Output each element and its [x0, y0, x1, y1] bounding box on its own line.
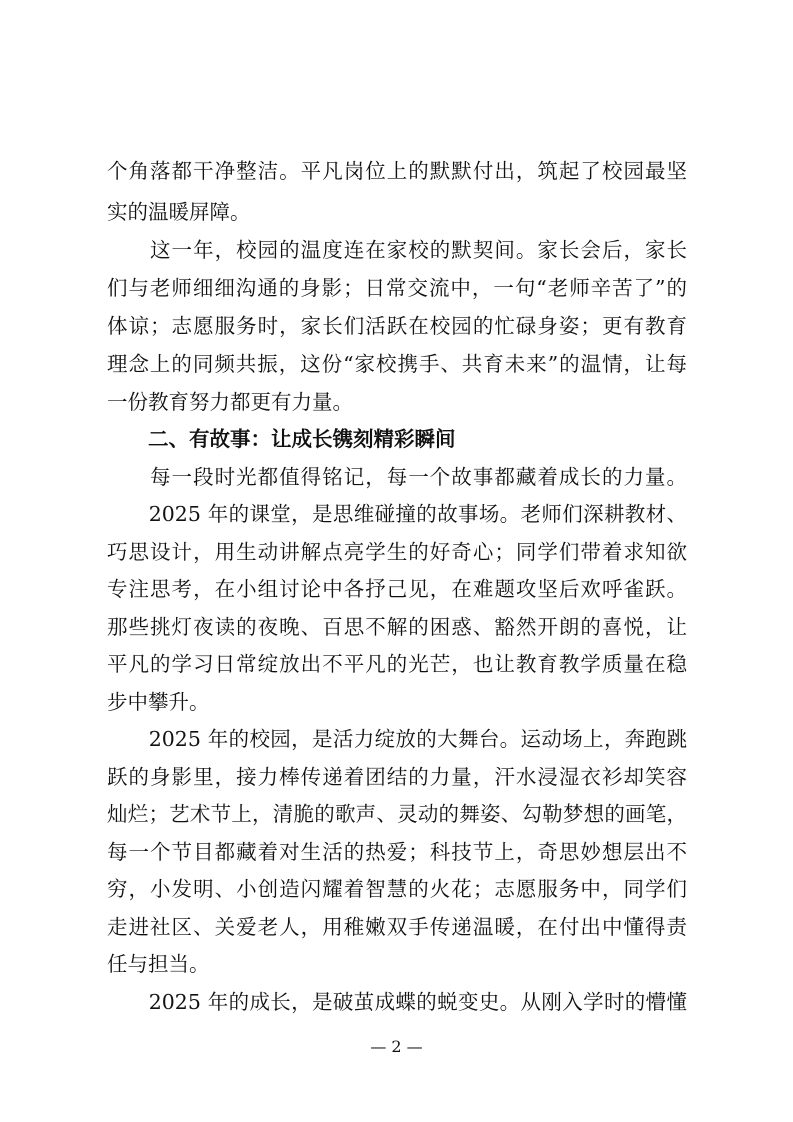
text-line: 2025 年的课堂，是思维碰撞的故事场。老师们深耕教材、 — [107, 502, 687, 526]
text-line: 专注思考，在小组讨论中各抒己见，在难题攻坚后欢呼雀跃。 — [107, 577, 687, 601]
text-line: 个角落都干净整洁。平凡岗位上的默默付出，筑起了校园最坚 — [107, 159, 687, 183]
text-line: 这一年，校园的温度连在家校的默契间。家长会后，家长 — [107, 238, 687, 262]
text-line: 每一段时光都值得铭记，每一个故事都藏着成长的力量。 — [107, 465, 687, 489]
text-line: 们与老师细细沟通的身影；日常交流中，一句“老师辛苦了”的 — [107, 276, 687, 300]
text-line: 平凡的学习日常绽放出不平凡的光芒，也让教育教学质量在稳 — [107, 652, 687, 676]
text-line: 步中攀升。 — [107, 690, 210, 714]
text-line: 2025 年的成长，是破茧成蝶的蜕变史。从刚入学时的懵懂 — [107, 990, 687, 1014]
text-line: 实的温暖屏障。 — [107, 200, 251, 224]
text-line: 巧思设计，用生动讲解点亮学生的好奇心；同学们带着求知欲 — [107, 540, 687, 564]
text-line: 走进社区、关爱老人，用稚嫩双手传递温暖，在付出中懂得责 — [107, 915, 687, 939]
text-line: 穷，小发明、小创造闪耀着智慧的火花；志愿服务中，同学们 — [107, 877, 687, 901]
text-line: 2025 年的校园，是活力绽放的大舞台。运动场上，奔跑跳 — [107, 727, 687, 751]
text-line: 那些挑灯夜读的夜晚、百思不解的困惑、豁然开朗的喜悦，让 — [107, 615, 687, 639]
text-line: 理念上的同频共振，这份“家校携手、共育未来”的温情，让每 — [107, 352, 687, 376]
page-number: — 2 — — [370, 1037, 423, 1056]
text-line: 体谅；志愿服务时，家长们活跃在校园的忙碌身姿；更有教育 — [107, 314, 687, 338]
text-line: 跃的身影里，接力棒传递着团结的力量，汗水浸湿衣衫却笑容 — [107, 765, 687, 789]
text-line: 一份教育努力都更有力量。 — [107, 390, 353, 414]
text-line: 任与担当。 — [107, 952, 210, 976]
text-line: 灿烂；艺术节上，清脆的歌声、灵动的舞姿、勾勒梦想的画笔， — [107, 802, 687, 826]
section-heading: 二、有故事：让成长镌刻精彩瞬间 — [107, 427, 456, 451]
text-line: 每一个节目都藏着对生活的热爱；科技节上，奇思妙想层出不 — [107, 840, 687, 864]
